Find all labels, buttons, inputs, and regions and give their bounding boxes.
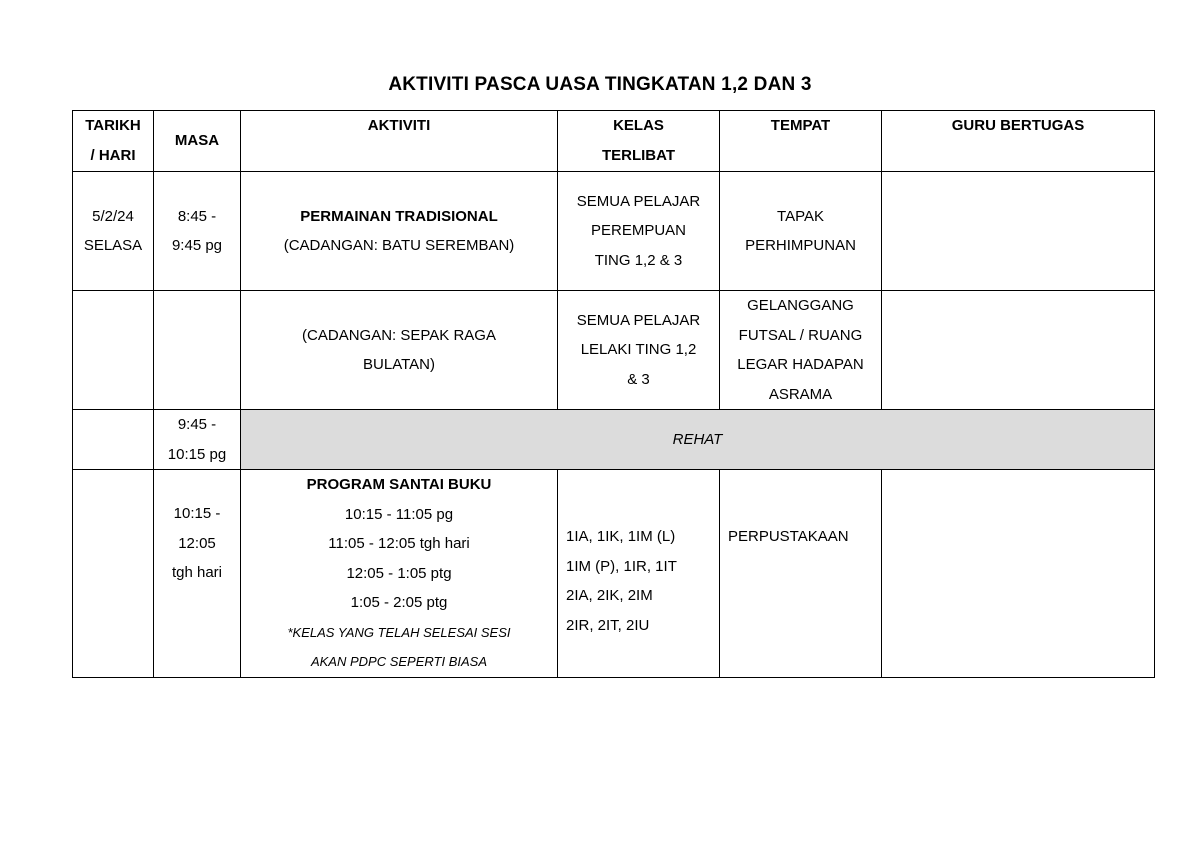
cell-tarikh: 5/2/24 SELASA <box>73 172 154 291</box>
cell-tempat: GELANGGANG FUTSAL / RUANG LEGAR HADAPAN ASRAMA <box>720 291 882 410</box>
cell-masa: 8:45 - 9:45 pg <box>154 172 241 291</box>
table-row <box>73 291 1155 410</box>
cell-aktiviti: PERMAINAN TRADISIONAL (CADANGAN: BATU SEREMBAN) <box>241 172 558 291</box>
header-guru: GURU BERTUGAS <box>882 111 1155 172</box>
cell-kelas: SEMUA PELAJAR LELAKI TING 1,2 & 3 <box>558 291 720 410</box>
table-row <box>73 410 1155 470</box>
header-masa: MASA <box>154 111 241 172</box>
table-row <box>73 470 1155 678</box>
header-kelas: KELAS TERLIBAT <box>558 111 720 172</box>
cell-guru <box>882 291 1155 410</box>
header-aktiviti: AKTIVITI <box>241 111 558 172</box>
cell-aktiviti: PROGRAM SANTAI BUKU 10:15 - 11:05 pg 11:05 - 12:05 tgh hari 12:05 - 1:05 ptg 1:05 - 2:05 ptg *KELAS YANG TELAH SELESAI SESI AKAN PDPC SEPERTI BIASA <box>241 470 558 678</box>
cell-guru <box>882 470 1155 678</box>
cell-tempat: PERPUSTAKAAN <box>720 470 882 678</box>
rehat-cell: REHAT <box>241 410 1155 470</box>
cell-tempat: TAPAK PERHIMPUNAN <box>720 172 882 291</box>
cell-kelas: 1IA, 1IK, 1IM (L) 1IM (P), 1IR, 1IT 2IA, 2IK, 2IM 2IR, 2IT, 2IU <box>558 470 720 678</box>
page-title: AKTIVITI PASCA UASA TINGKATAN 1,2 DAN 3 <box>388 74 812 95</box>
cell-masa: 9:45 - 10:15 pg <box>154 410 241 470</box>
cell-guru <box>882 172 1155 291</box>
cell-masa: 10:15 - 12:05 tgh hari <box>154 470 241 678</box>
cell-aktiviti: (CADANGAN: SEPAK RAGA BULATAN) <box>241 291 558 410</box>
header-row <box>73 111 1155 172</box>
cell-tarikh <box>73 291 154 410</box>
table-row <box>73 172 1155 291</box>
cell-tarikh <box>73 410 154 470</box>
cell-kelas: SEMUA PELAJAR PEREMPUAN TING 1,2 & 3 <box>558 172 720 291</box>
header-tempat: TEMPAT <box>720 111 882 172</box>
activity-table <box>72 110 1155 678</box>
cell-masa <box>154 291 241 410</box>
header-tarikh: TARIKH / HARI <box>73 111 154 172</box>
cell-tarikh <box>73 470 154 678</box>
